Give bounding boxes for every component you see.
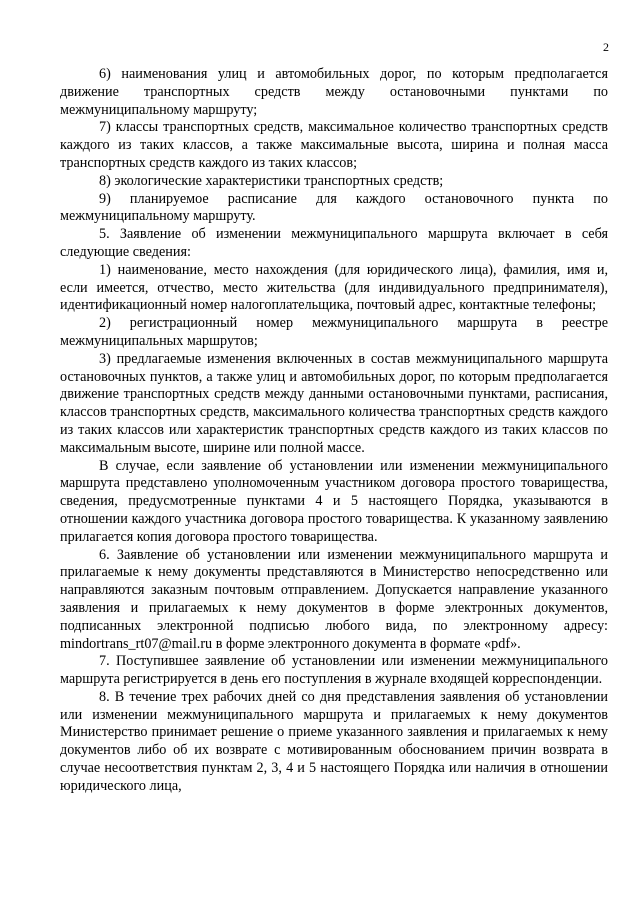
paragraph-partnership-note: В случае, если заявление об установлении или изменении межмуниципального маршрута представлено уполномоченным участником договора простого товарищества, сведения, предусмотренные пунктами 4 и 5 настоящего Порядка, указываются в отношении каждого участника договора простого товарищества. К указанному заявлению прилагается копия договора простого товарищества.: [60, 457, 608, 545]
page-number: 2: [603, 40, 609, 54]
paragraph-clause-5-item-1: 1) наименование, место нахождения (для юридического лица), фамилия, имя и, если имеется, отчество, место жительства (для индивидуального предпринимателя), идентификационный номер налогоплательщика, почтовый адрес, контактные телефоны;: [60, 261, 608, 314]
paragraph-item-7-vehicle-classes: 7) классы транспортных средств, максимальное количество транспортных средств каждого из таких классов, а также максимальные высота, ширина и полная масса транспортных средств каждого из таких классов;: [60, 119, 608, 171]
paragraph-clause-5-item-2: 2) регистрационный номер межмуниципального маршрута в реестре межмуниципальных маршрутов;: [60, 315, 608, 349]
paragraph-clause-8: 8. В течение трех рабочих дней со дня представления заявления об установлении или изменении межмуниципального маршрута и прилагаемых к нему документов Министерство принимает решение о приеме указанного заявления и прилагаемых к нему документов либо об их возврате с мотивированным обоснованием причин возврата в случае несоответствия пунктам 2, 3, 4 и 5 настоящего Порядка или наличия в отношении юридического лица,: [60, 688, 608, 794]
paragraph-clause-7: 7. Поступившее заявление об установлении или изменении межмуниципального маршрута регистрируется в день его поступления в журнале входящей корреспонденции.: [60, 653, 608, 688]
paragraph-item-9-schedule: 9) планируемое расписание для каждого остановочного пункта по межмуниципальному маршруту.: [60, 190, 608, 225]
document-body: [60, 66, 608, 796]
paragraph-item-8-ecology: 8) экологические характеристики транспортных средств;: [99, 172, 444, 189]
paragraph-clause-5: 5. Заявление об изменении межмуниципального маршрута включает в себя следующие сведения:: [60, 226, 608, 260]
paragraph-item-6-streets: 6) наименования улиц и автомобильных дорог, по которым предполагается движение транспортных средств между остановочными пунктами по межмуниципальному маршруту;: [60, 66, 608, 118]
paragraph-clause-6: 6. Заявление об установлении или изменении межмуниципального маршрута и прилагаемые к нему документы представляются в Министерство непосредственно или направляются заказным почтовым отправлением. Допускается направление указанного заявления и прилагаемых к нему документов в форме электронных документов, подписанных электронной подписью любого вида, по электронному адресу: mindortrans_rt07@mail.ru в форме электронного документа в формате «pdf».: [60, 546, 608, 652]
paragraph-clause-5-item-3: 3) предлагаемые изменения включенных в состав межмуниципального маршрута остановочных пунктов, а также улиц и автомобильных дорог, по которым предполагается движение транспортных средств между данными остановочными пунктами, расписания, классов транспортных средств, максимального количества транспортных средств каждого из таких классов или характеристик транспортных средств каждого из таких классов по максимальным высоте, ширине или полной массе.: [60, 350, 608, 456]
